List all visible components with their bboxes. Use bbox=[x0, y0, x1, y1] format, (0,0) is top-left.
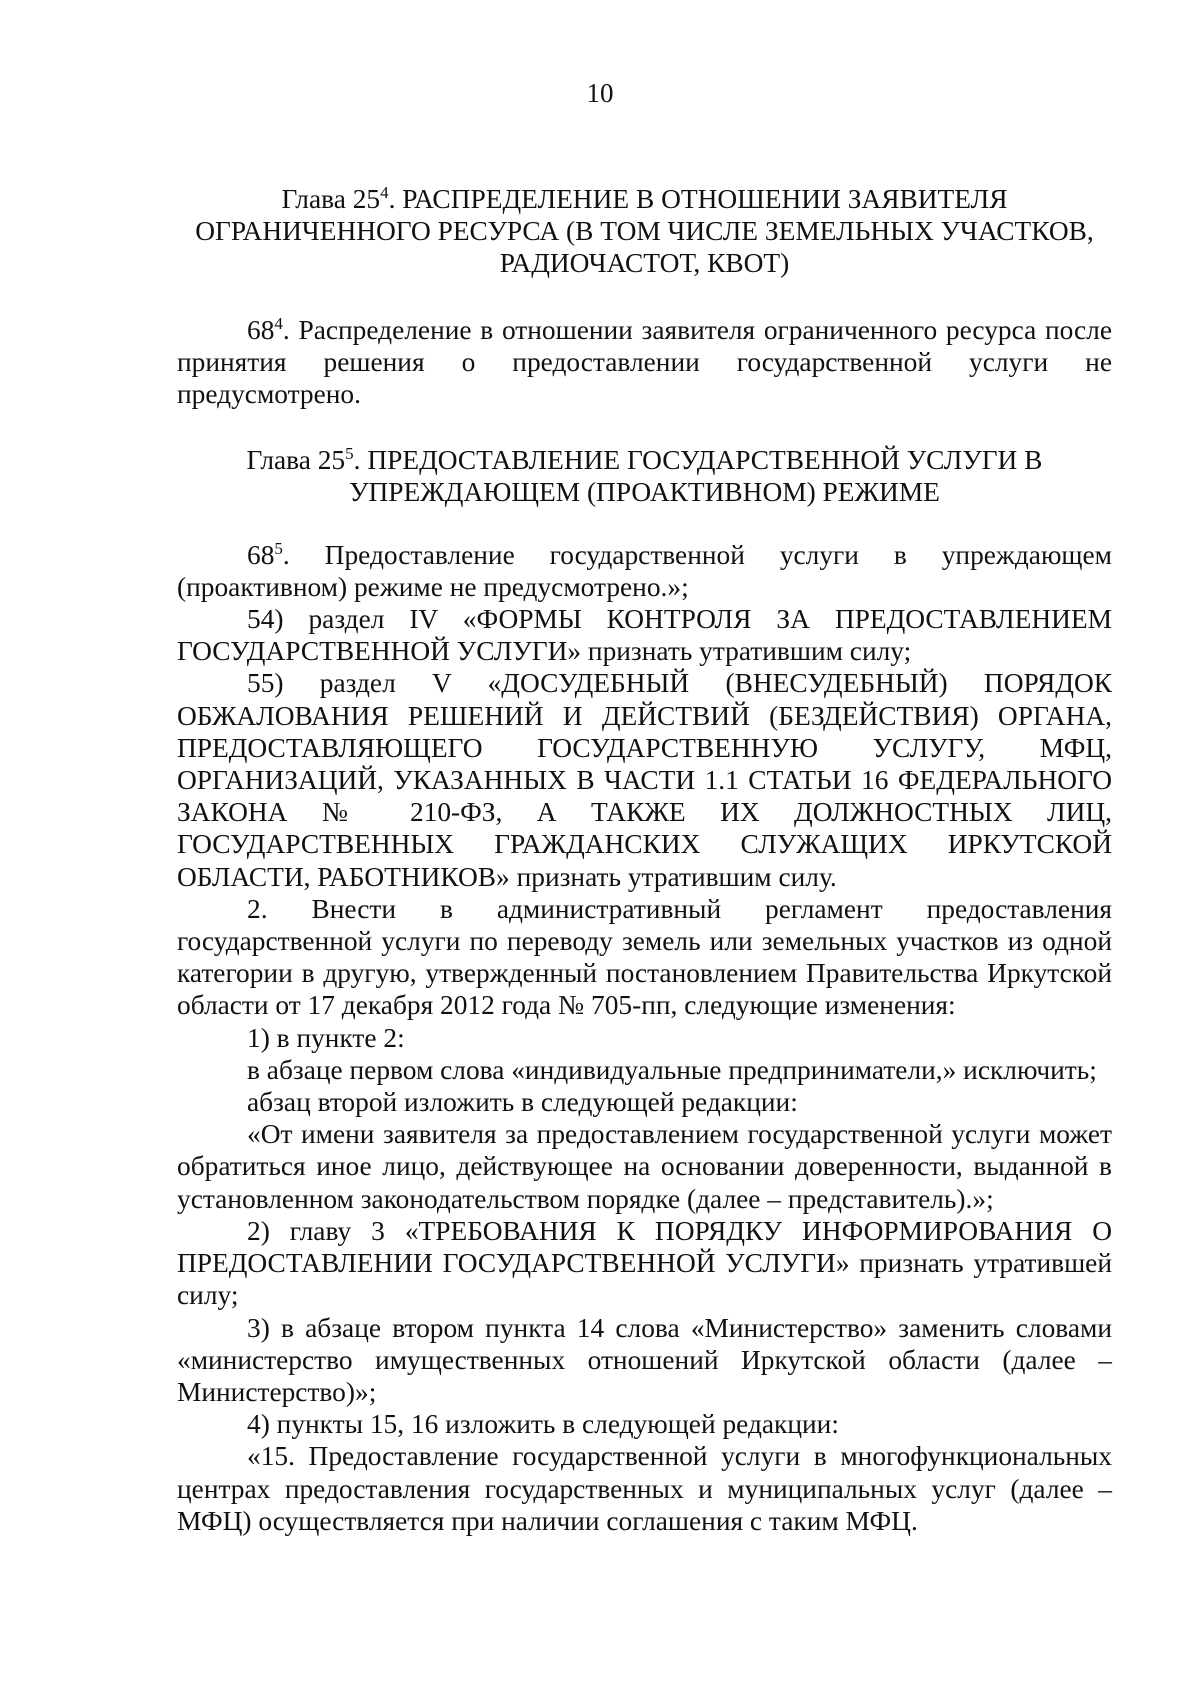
chapter-25-5-prefix: Глава 25 bbox=[246, 445, 346, 476]
paragraph-first-abzac: в абзаце первом слова «индивидуальные предприниматели,» исключить; bbox=[247, 1054, 1097, 1085]
paragraph-item-54: 54) раздел IV «ФОРМЫ КОНТРОЛЯ ЗА ПРЕДОСТАВЛЕНИЕМ ГОСУДАРСТВЕННОЙ УСЛУГИ» признать утратившим силу; bbox=[177, 604, 1112, 667]
paragraph-item-15: «15. Предоставление государственной услуги в многофункциональных центрах предоставления государственных и муниципальных услуг (далее – МФЦ) осуществляется при наличии соглашения с таким МФЦ. bbox=[177, 1441, 1112, 1536]
paragraph-item-2: 2. Внести в административный регламент предоставления государственной услуги по переводу земель или земельных участков из одной категории в другую, утвержденный постановлением Правительства Иркутской области от 17 декабря 2012 года № 705-пп, следующие изменения: bbox=[177, 893, 1112, 1021]
paragraph-68-4-text: . Распределение в отношении заявителя ограниченного ресурса после принятия решения о предоставлении государственной услуги не предусмотрено. bbox=[177, 314, 1112, 410]
paragraph-68-5-superscript: 5 bbox=[274, 538, 283, 558]
paragraph-item-55: 55) раздел V «ДОСУДЕБНЫЙ (ВНЕСУДЕБНЫЙ) ПОРЯДОК ОБЖАЛОВАНИЯ РЕШЕНИЙ И ДЕЙСТВИЙ (БЕЗДЕЙСТВИЯ) ОРГАНА, ПРЕДОСТАВЛЯЮЩЕГО ГОСУДАРСТВЕННУЮ УСЛУГУ, МФЦ, ОРГАНИЗАЦИЙ, УКАЗАННЫХ В ЧАСТИ 1.1 СТАТЬИ 16 ФЕДЕРАЛЬНОГО ЗАКОНА № 210-ФЗ, А ТАКЖЕ ИХ ДОЛЖНОСТНЫХ ЛИЦ, ГОСУДАРСТВЕННЫХ ГРАЖДАНСКИХ СЛУЖАЩИХ ИРКУТСКОЙ ОБЛАСТИ, РАБОТНИКОВ» признать утратившим силу. bbox=[177, 668, 1112, 892]
paragraph-subitem-4: 4) пункты 15, 16 изложить в следующей редакции: bbox=[247, 1409, 839, 1440]
paragraph-quote-representative: «От имени заявителя за предоставлением государственной услуги может обратиться иное лицо, действующее на основании доверенности, выданной в установленном законодательством порядке (далее – представитель).»; bbox=[177, 1119, 1112, 1214]
paragraph-68-4 bbox=[177, 314, 1112, 411]
paragraph-subitem-1: 1) в пункте 2: bbox=[247, 1022, 405, 1053]
paragraph-68-5 bbox=[177, 539, 1112, 603]
chapter-25-4-title: . РАСПРЕДЕЛЕНИЕ В ОТНОШЕНИИ ЗАЯВИТЕЛЯ ОГРАНИЧЕННОГО РЕСУРСА (В ТОМ ЧИСЛЕ ЗЕМЕЛЬНЫХ УЧАСТКОВ, РАДИОЧАСТОТ, КВОТ) bbox=[195, 184, 1094, 279]
chapter-25-4-heading bbox=[177, 183, 1112, 280]
paragraph-subitem-3: 3) в абзаце втором пункта 14 слова «Министерство» заменить словами «министерство имущественных отношений Иркутской области (далее – Министерство)»; bbox=[177, 1312, 1112, 1407]
paragraph-second-abzac: абзац второй изложить в следующей редакции: bbox=[247, 1087, 798, 1118]
paragraph-subitem-2: 2) главу 3 «ТРЕБОВАНИЯ К ПОРЯДКУ ИНФОРМИРОВАНИЯ О ПРЕДОСТАВЛЕНИИ ГОСУДАРСТВЕННОЙ УСЛУГИ» признать утратившей силу; bbox=[177, 1215, 1112, 1311]
paragraph-68-4-superscript: 4 bbox=[274, 313, 283, 333]
chapter-25-4-superscript: 4 bbox=[380, 182, 389, 202]
chapter-25-4-prefix: Глава 25 bbox=[281, 184, 381, 214]
chapter-25-5-superscript: 5 bbox=[345, 444, 354, 464]
chapter-25-5-heading bbox=[177, 444, 1112, 508]
paragraph-68-4-number: 68 bbox=[247, 314, 275, 345]
page-number: 10 bbox=[586, 78, 614, 108]
paragraph-68-5-number: 68 bbox=[247, 539, 275, 570]
chapter-25-5-title: . ПРЕДОСТАВЛЕНИЕ ГОСУДАРСТВЕННОЙ УСЛУГИ В УПРЕЖДАЮЩЕМ (ПРОАКТИВНОМ) РЕЖИМЕ bbox=[349, 445, 1043, 508]
paragraph-68-5-text: . Предоставление государственной услуги в упреждающем (проактивном) режиме не предусмотрено.»; bbox=[177, 539, 1112, 602]
document-body bbox=[177, 183, 1112, 1537]
